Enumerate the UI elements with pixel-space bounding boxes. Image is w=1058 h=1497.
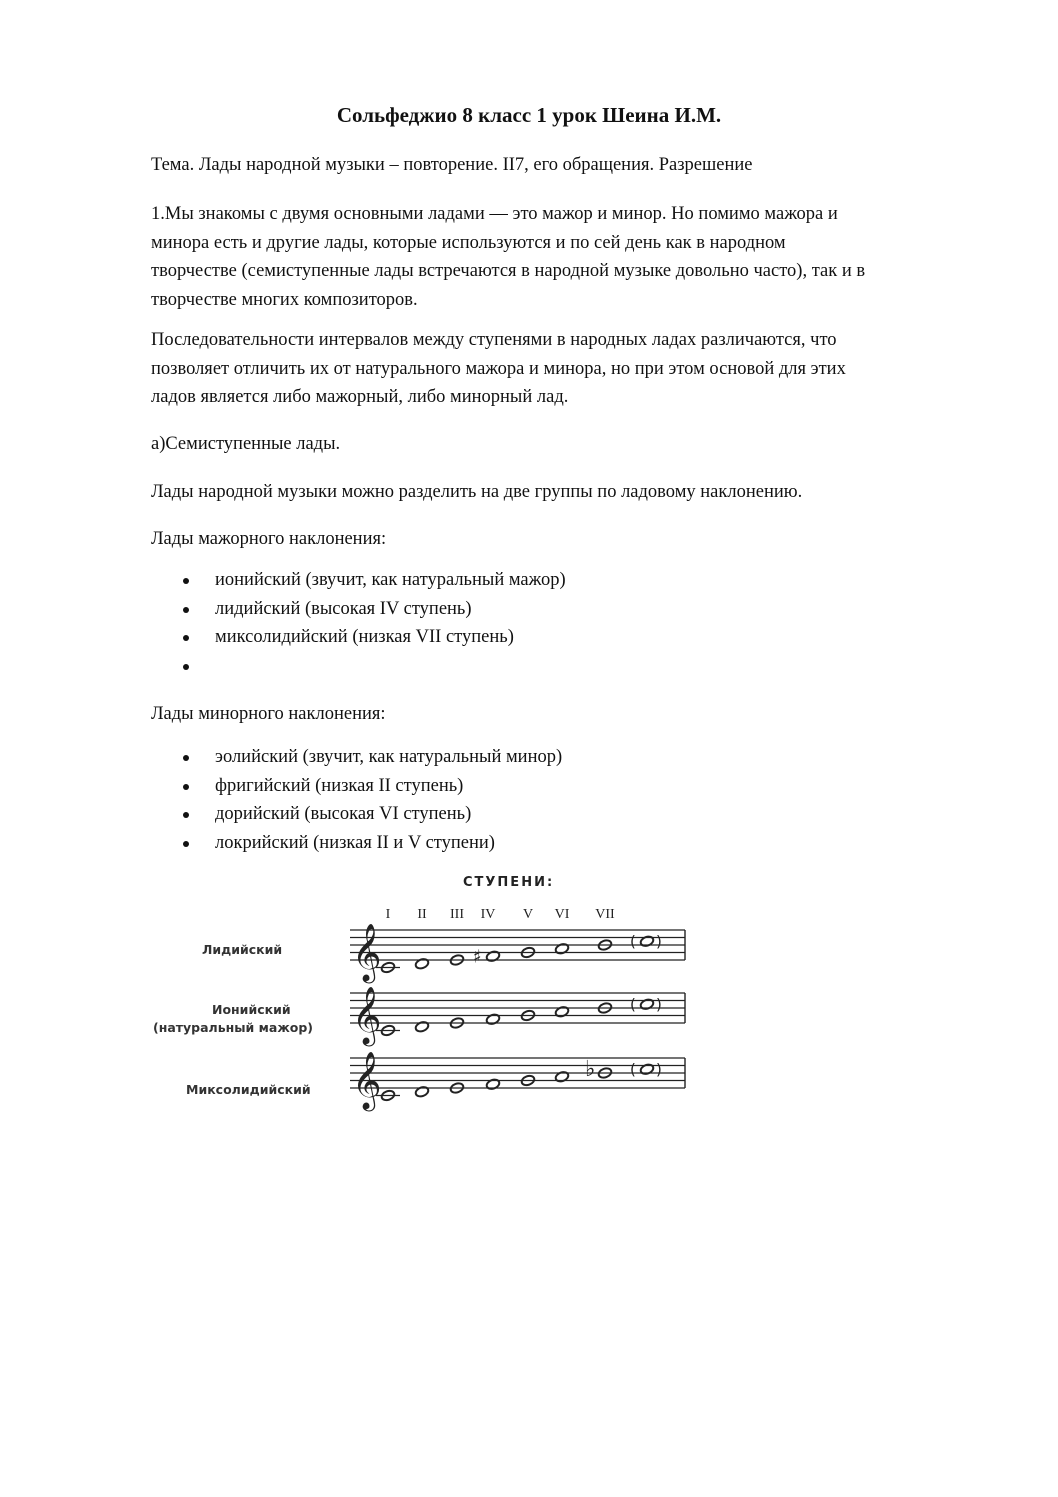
whole-note <box>639 998 654 1011</box>
list-item-text: лидийский (высокая IV ступень) <box>215 598 472 619</box>
minor-modes-list <box>183 743 562 857</box>
bullet-icon <box>183 635 189 641</box>
text-line: позволяет отличить их от натурального мажора и минора, но при этом основой для этих <box>151 358 846 379</box>
whole-note <box>414 957 429 970</box>
major-heading: Лады мажорного наклонения: <box>151 529 387 549</box>
section-heading-a: а)Семиступенные лады. <box>151 434 341 454</box>
list-item-text: фригийский (низкая II ступень) <box>215 775 464 796</box>
parenthesis-icon: ( <box>630 1060 636 1079</box>
list-item-text: дорийский (высокая VI ступень) <box>215 804 472 824</box>
notation-svg <box>150 862 710 1132</box>
text-line: Последовательности интервалов между ступенями в народных ладах различаются, что <box>151 330 837 350</box>
list-item-text: ионийский (звучит, как натуральный мажор) <box>215 570 566 590</box>
degree-numerals <box>386 907 615 922</box>
bullet-icon <box>183 607 189 613</box>
whole-note <box>485 1013 500 1026</box>
list-item <box>183 623 566 652</box>
whole-note <box>554 942 569 955</box>
list-item <box>183 595 566 624</box>
figure-header: СТУПЕНИ: <box>463 875 555 890</box>
degree-numeral: II <box>417 907 427 922</box>
paragraph-intervals <box>151 326 941 412</box>
staves-group <box>350 923 685 1112</box>
whole-note <box>414 1085 429 1098</box>
parenthesis-icon: ) <box>656 1060 662 1079</box>
staff-label-mixolydian: Миксолидийский <box>186 1082 311 1097</box>
staff-label-ionian-sub: (натуральный мажор) <box>153 1020 314 1035</box>
staff-label-ionian: Ионийский <box>212 1002 291 1017</box>
list-item-text: локрийский (низкая II и V ступени) <box>215 832 495 853</box>
degree-numeral: V <box>522 907 534 922</box>
whole-note <box>554 1070 569 1083</box>
parenthesis-icon: ) <box>656 995 662 1014</box>
flat-icon: ♭ <box>585 1057 596 1082</box>
whole-note <box>639 935 654 948</box>
list-item-text: эолийский (звучит, как натуральный минор) <box>215 747 563 767</box>
groups-intro: Лады народной музыки можно разделить на две группы по ладовому наклонению. <box>151 482 803 502</box>
minor-heading: Лады минорного наклонения: <box>151 704 386 724</box>
degree-numeral: VI <box>554 907 570 922</box>
list-item <box>183 652 566 681</box>
whole-note <box>414 1020 429 1033</box>
parenthesis-icon: ( <box>630 932 636 951</box>
bullet-icon <box>183 755 189 761</box>
treble-clef-icon: 𝄞 <box>352 1051 382 1109</box>
text-line: минора есть и другие лады, которые используются и по сей день как в народном <box>151 232 786 253</box>
sharp-icon: ♯ <box>473 946 482 968</box>
list-item <box>183 772 562 801</box>
bullet-icon <box>183 784 189 790</box>
bullet-icon <box>183 812 189 818</box>
whole-note <box>639 1063 654 1076</box>
text-line: ладов является либо мажорный, либо минорный лад. <box>151 387 569 408</box>
whole-note <box>485 1078 500 1091</box>
parenthesis-icon: ) <box>656 932 662 951</box>
degree-numeral: I <box>385 907 391 922</box>
staff-label-lydian: Лидийский <box>202 942 283 957</box>
whole-note <box>485 950 500 963</box>
major-modes-list <box>183 566 566 680</box>
text-line: творчестве многих композиторов. <box>151 290 418 311</box>
topic-line: Тема. Лады народной музыки – повторение. II7, его обращения. Разрешение <box>151 155 753 175</box>
treble-clef-icon: 𝄞 <box>352 923 382 981</box>
degree-numeral: III <box>450 907 464 922</box>
modes-notation-figure <box>150 862 710 1132</box>
bullet-icon <box>183 664 189 670</box>
whole-note <box>554 1005 569 1018</box>
page-title: Сольфеджио 8 класс 1 урок Шеина И.М. <box>336 103 722 127</box>
text-line: 1.Мы знакомы с двумя основными ладами — это мажор и минор. Но помимо мажора и <box>151 204 838 224</box>
degree-numeral: VII <box>595 907 615 922</box>
list-item <box>183 829 562 858</box>
bullet-icon <box>183 578 189 584</box>
text-line: творчестве (семиступенные лады встречаются в народной музыке довольно часто), так и в <box>151 261 866 282</box>
list-item <box>183 800 562 829</box>
parenthesis-icon: ( <box>630 995 636 1014</box>
list-item <box>183 743 562 772</box>
paragraph-intro <box>151 200 941 315</box>
degree-numeral: IV <box>480 907 496 922</box>
bullet-icon <box>183 841 189 847</box>
list-item-text: миксолидийский (низкая VII ступень) <box>215 627 514 647</box>
treble-clef-icon: 𝄞 <box>352 986 382 1044</box>
list-item <box>183 566 566 595</box>
